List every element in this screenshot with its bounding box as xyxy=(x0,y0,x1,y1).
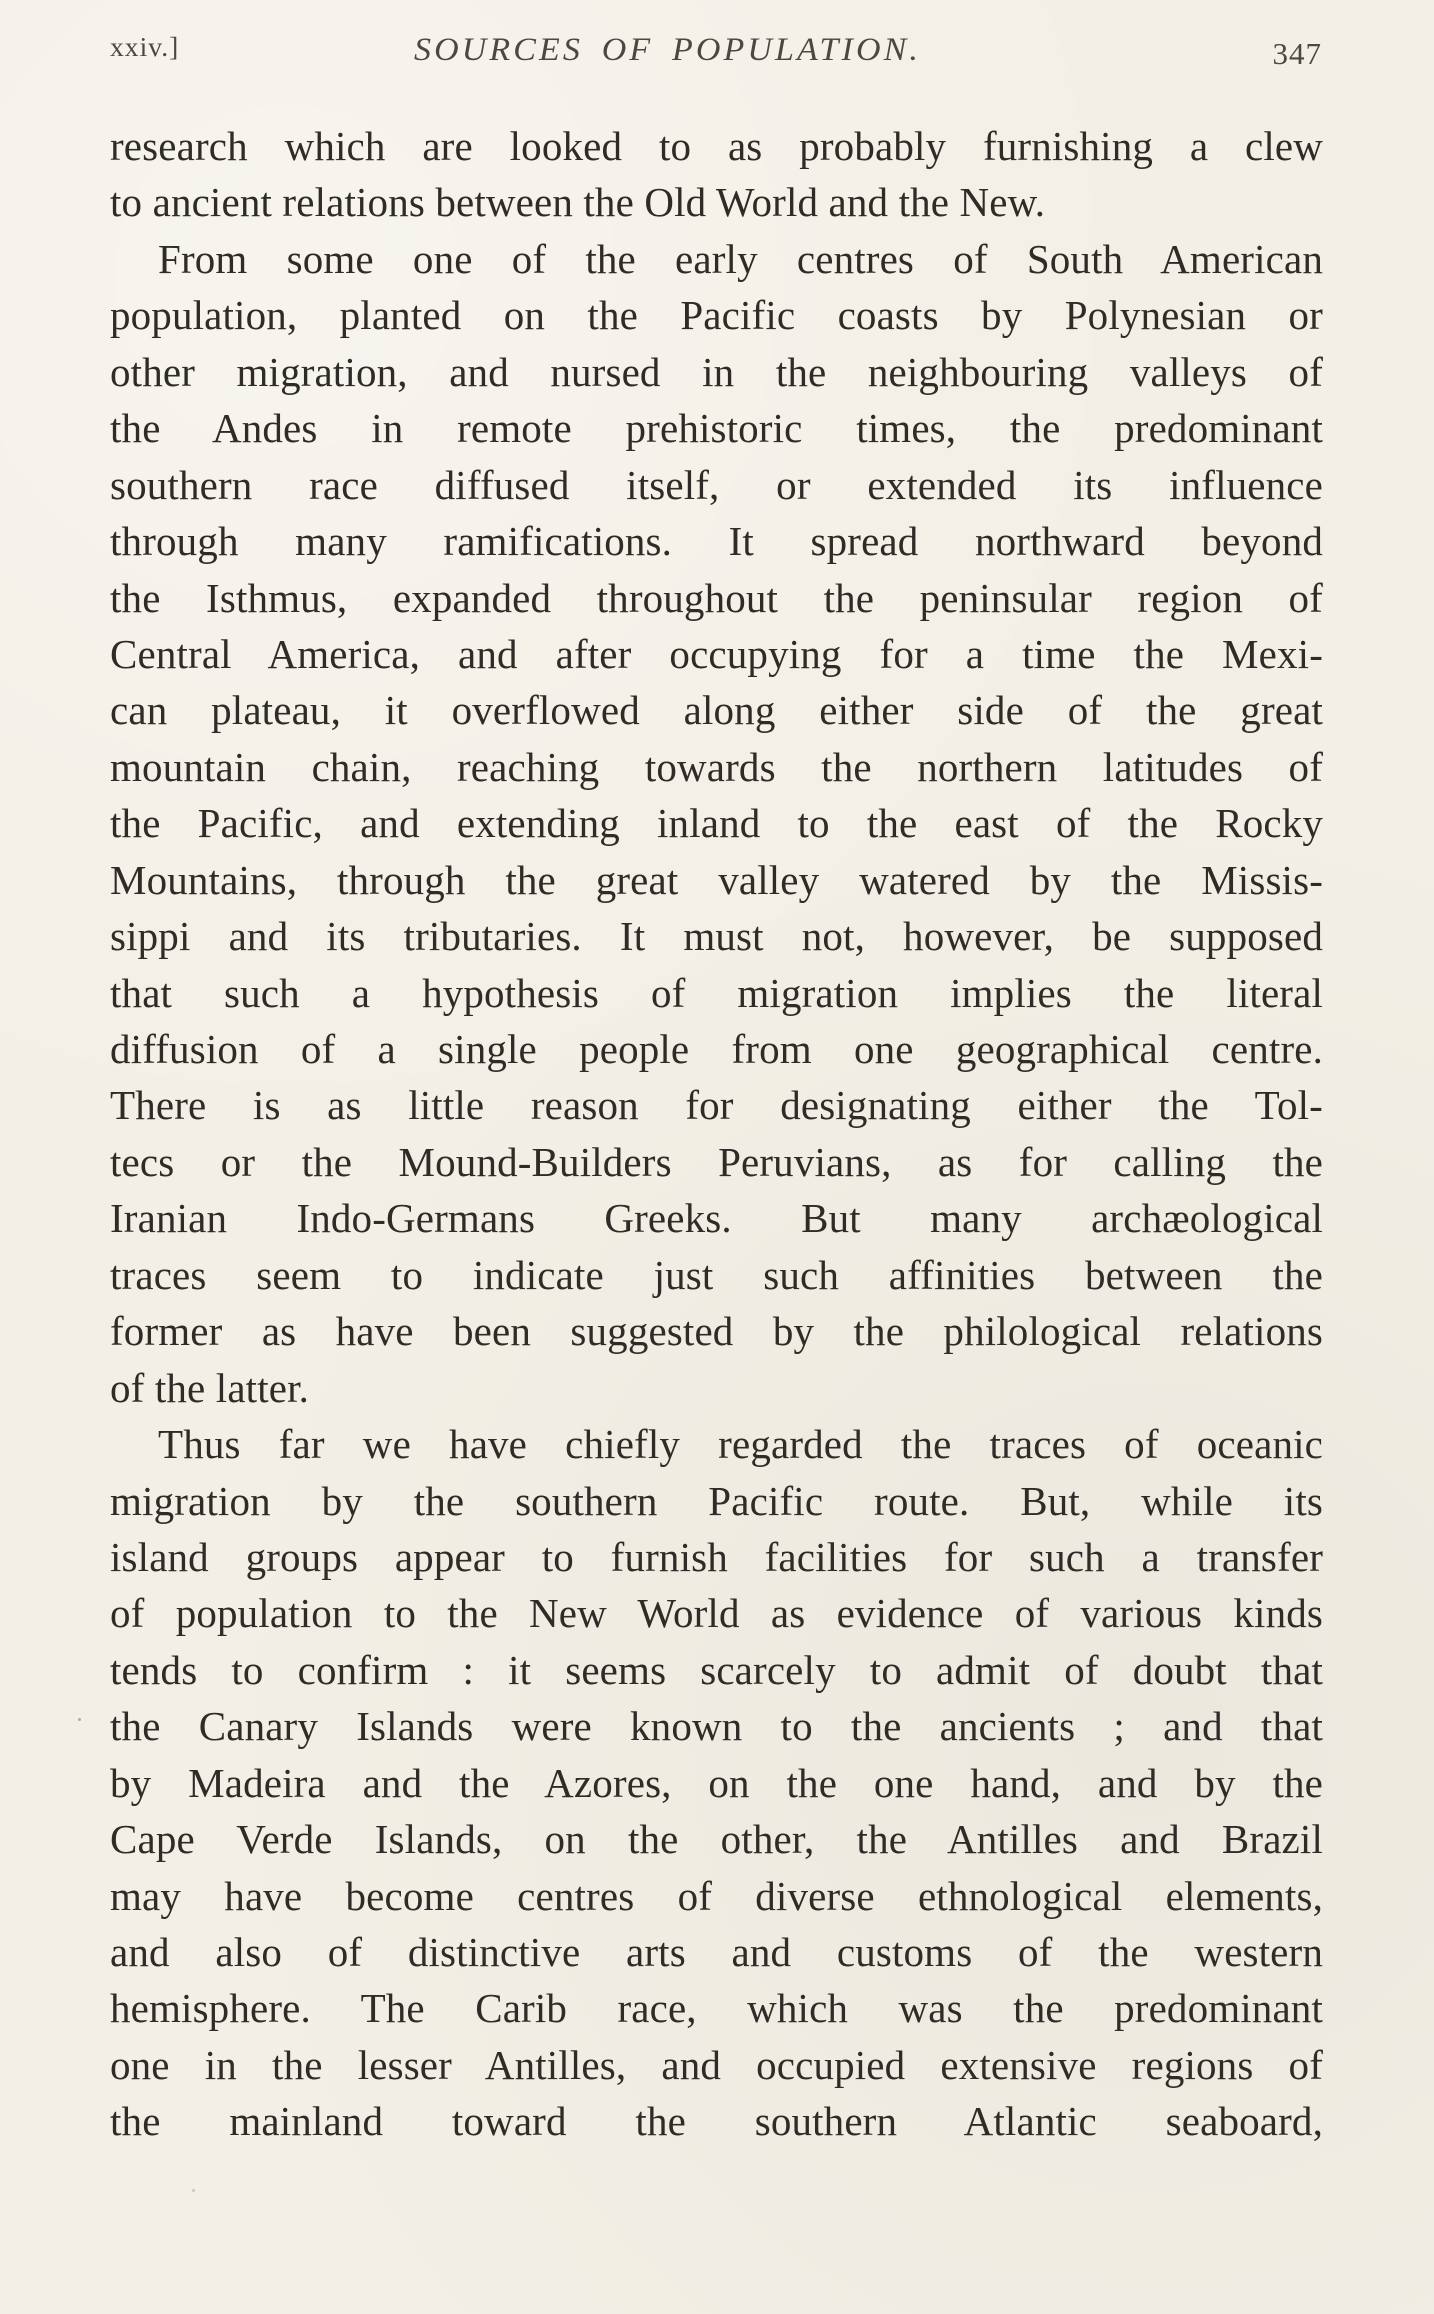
paper-speck xyxy=(78,1718,81,1721)
text-line: mountain chain, reaching towards the northern latitudes of xyxy=(110,743,1323,790)
text-line: Central America, and after occupying for a time the Mexi- xyxy=(110,630,1323,677)
text-line: population, planted on the Pacific coasts by Polynesian or xyxy=(110,292,1323,339)
text-line: Iranian Indo-Germans Greeks. But many archæological xyxy=(110,1195,1323,1242)
text-line: other migration, and nursed in the neighbouring valleys of xyxy=(110,348,1323,395)
running-header xyxy=(110,32,1322,84)
text-line: former as have been suggested by the philological relations xyxy=(110,1308,1323,1355)
text-line: migration by the southern Pacific route. But, while its xyxy=(110,1477,1323,1524)
text-line: tends to confirm : it seems scarcely to admit of doubt that xyxy=(110,1646,1323,1693)
chapter-marker: xxiv.] xyxy=(110,32,180,62)
text-line: the Canary Islands were known to the ancients ; and that xyxy=(110,1703,1323,1750)
running-title: SOURCES OF POPULATION. xyxy=(414,32,921,68)
page-number: 347 xyxy=(1272,36,1322,71)
text-line: that such a hypothesis of migration implies the literal xyxy=(110,969,1323,1016)
text-line: Cape Verde Islands, on the other, the Antilles and Brazil xyxy=(110,1816,1323,1863)
body-text xyxy=(110,118,1323,2150)
text-line: sippi and its tributaries. It must not, however, be supposed xyxy=(110,913,1323,960)
text-line: island groups appear to furnish facilities for such a transfer xyxy=(110,1533,1323,1580)
text-line: of the latter. xyxy=(110,1364,310,1411)
text-line: to ancient relations between the Old World and the New. xyxy=(110,179,1046,226)
text-line: through many ramifications. It spread northward beyond xyxy=(110,518,1323,565)
paper-speck xyxy=(192,2189,195,2192)
text-line: one in the lesser Antilles, and occupied extensive regions of xyxy=(110,2041,1323,2088)
text-line: by Madeira and the Azores, on the one hand, and by the xyxy=(110,1759,1323,1806)
text-line: traces seem to indicate just such affinities between the xyxy=(110,1251,1323,1298)
text-line: Mountains, through the great valley watered by the Missis- xyxy=(110,856,1323,903)
text-line: the Andes in remote prehistoric times, the predominant xyxy=(110,405,1323,452)
text-line: of population to the New World as evidence of various kinds xyxy=(110,1590,1323,1637)
text-line: may have become centres of diverse ethnological elements, xyxy=(110,1872,1323,1919)
text-line: There is as little reason for designating either the Tol- xyxy=(110,1082,1323,1129)
text-line: tecs or the Mound-Builders Peruvians, as for calling the xyxy=(110,1138,1323,1185)
text-line: can plateau, it overflowed along either side of the great xyxy=(110,687,1323,734)
text-line: diffusion of a single people from one geographical centre. xyxy=(110,1026,1323,1072)
text-line: the mainland toward the southern Atlantic seaboard, xyxy=(110,2098,1323,2145)
text-line: the Isthmus, expanded throughout the peninsular region of xyxy=(110,574,1323,621)
text-line: research which are looked to as probably furnishing a clew xyxy=(110,123,1323,169)
text-line: and also of distinctive arts and customs of the western xyxy=(110,1929,1323,1975)
text-line: southern race diffused itself, or extended its influence xyxy=(110,461,1323,508)
text-line: hemisphere. The Carib race, which was the predominant xyxy=(110,1985,1323,2032)
text-line: From some one of the early centres of South American xyxy=(158,235,1323,282)
text-line: Thus far we have chiefly regarded the traces of oceanic xyxy=(158,1421,1323,1468)
text-line: the Pacific, and extending inland to the east of the Rocky xyxy=(110,800,1323,847)
